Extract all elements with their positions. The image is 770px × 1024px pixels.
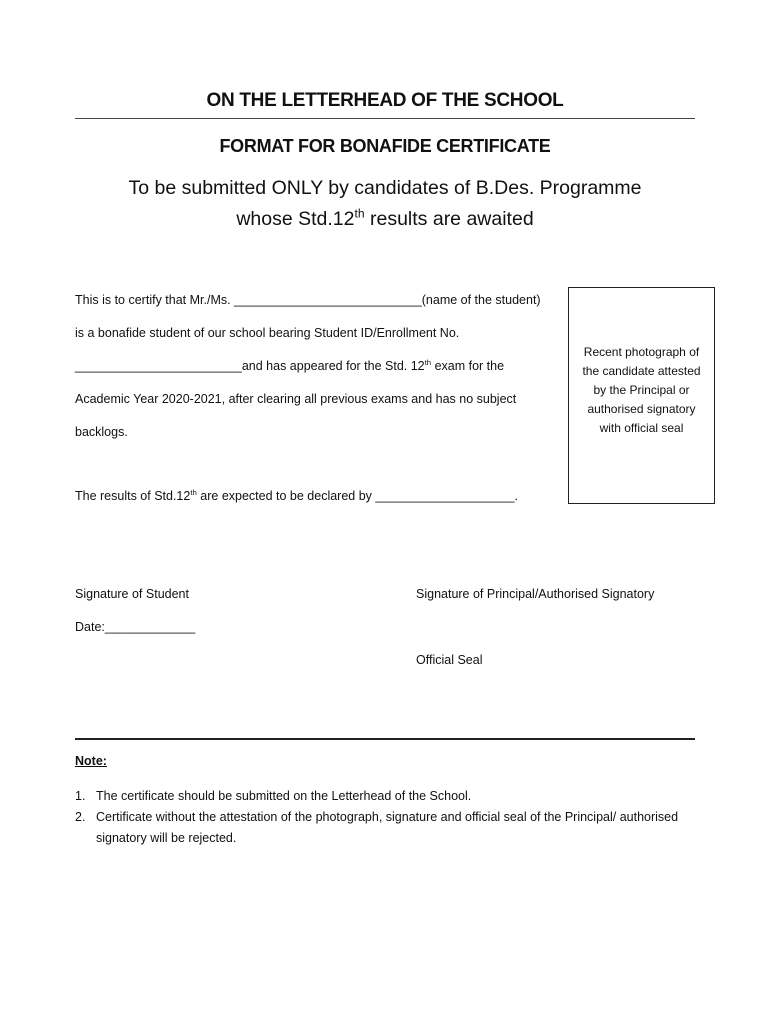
note-text: Certificate without the attestation of the photograph, signature and official seal of the Principal/ authorised signatory will be rejected. <box>96 810 679 845</box>
results-line <box>75 489 518 503</box>
photo-instructions: Recent photograph of the candidate attested by the Principal or authorised signatory with official seal <box>582 345 701 435</box>
note-heading: Note: <box>75 754 107 768</box>
note-list <box>75 786 695 849</box>
exam-text: exam for the <box>431 359 505 373</box>
subtitle-text: whose Std.12 <box>236 208 355 230</box>
date-field: Date:_____________ <box>75 620 196 634</box>
note-number: 2. <box>75 810 86 824</box>
note-text: The certificate should be submitted on the Letterhead of the School. <box>96 789 472 803</box>
superscript: th <box>354 206 365 221</box>
results-text: The results of Std.12 <box>75 489 191 503</box>
note-number: 1. <box>75 789 86 803</box>
principal-signature-label: Signature of Principal/Authorised Signatory <box>416 587 655 601</box>
results-text: are expected to be declared by ____________________. <box>196 489 518 503</box>
superscript: th <box>424 357 432 367</box>
note-item <box>75 807 695 849</box>
letterhead-heading: ON THE LETTERHEAD OF THE SCHOOL <box>206 90 564 111</box>
heading-divider <box>75 118 695 119</box>
backlogs-line: backlogs. <box>75 425 128 439</box>
student-signature-label: Signature of Student <box>75 587 189 601</box>
note-item <box>75 786 695 807</box>
enrollment-line: is a bonafide student of our school bearing Student ID/Enrollment No. <box>75 326 460 340</box>
certify-line: This is to certify that Mr./Ms. ___________________________(name of the student) <box>75 293 541 307</box>
subtitle-line-2 <box>0 208 770 231</box>
subtitle-text: results are awaited <box>364 208 534 230</box>
exam-line <box>75 359 504 373</box>
photo-placeholder-box <box>568 287 715 504</box>
exam-text: ________________________and has appeared for the Std. 12 <box>75 359 425 373</box>
academic-year-line: Academic Year 2020-2021, after clearing all previous exams and has no subject <box>75 392 517 406</box>
format-title: FORMAT FOR BONAFIDE CERTIFICATE <box>219 136 551 156</box>
superscript: th <box>190 487 197 497</box>
note-divider <box>75 738 695 740</box>
subtitle-line-1: To be submitted ONLY by candidates of B.Des. Programme <box>128 177 642 199</box>
official-seal-label: Official Seal <box>416 653 483 667</box>
